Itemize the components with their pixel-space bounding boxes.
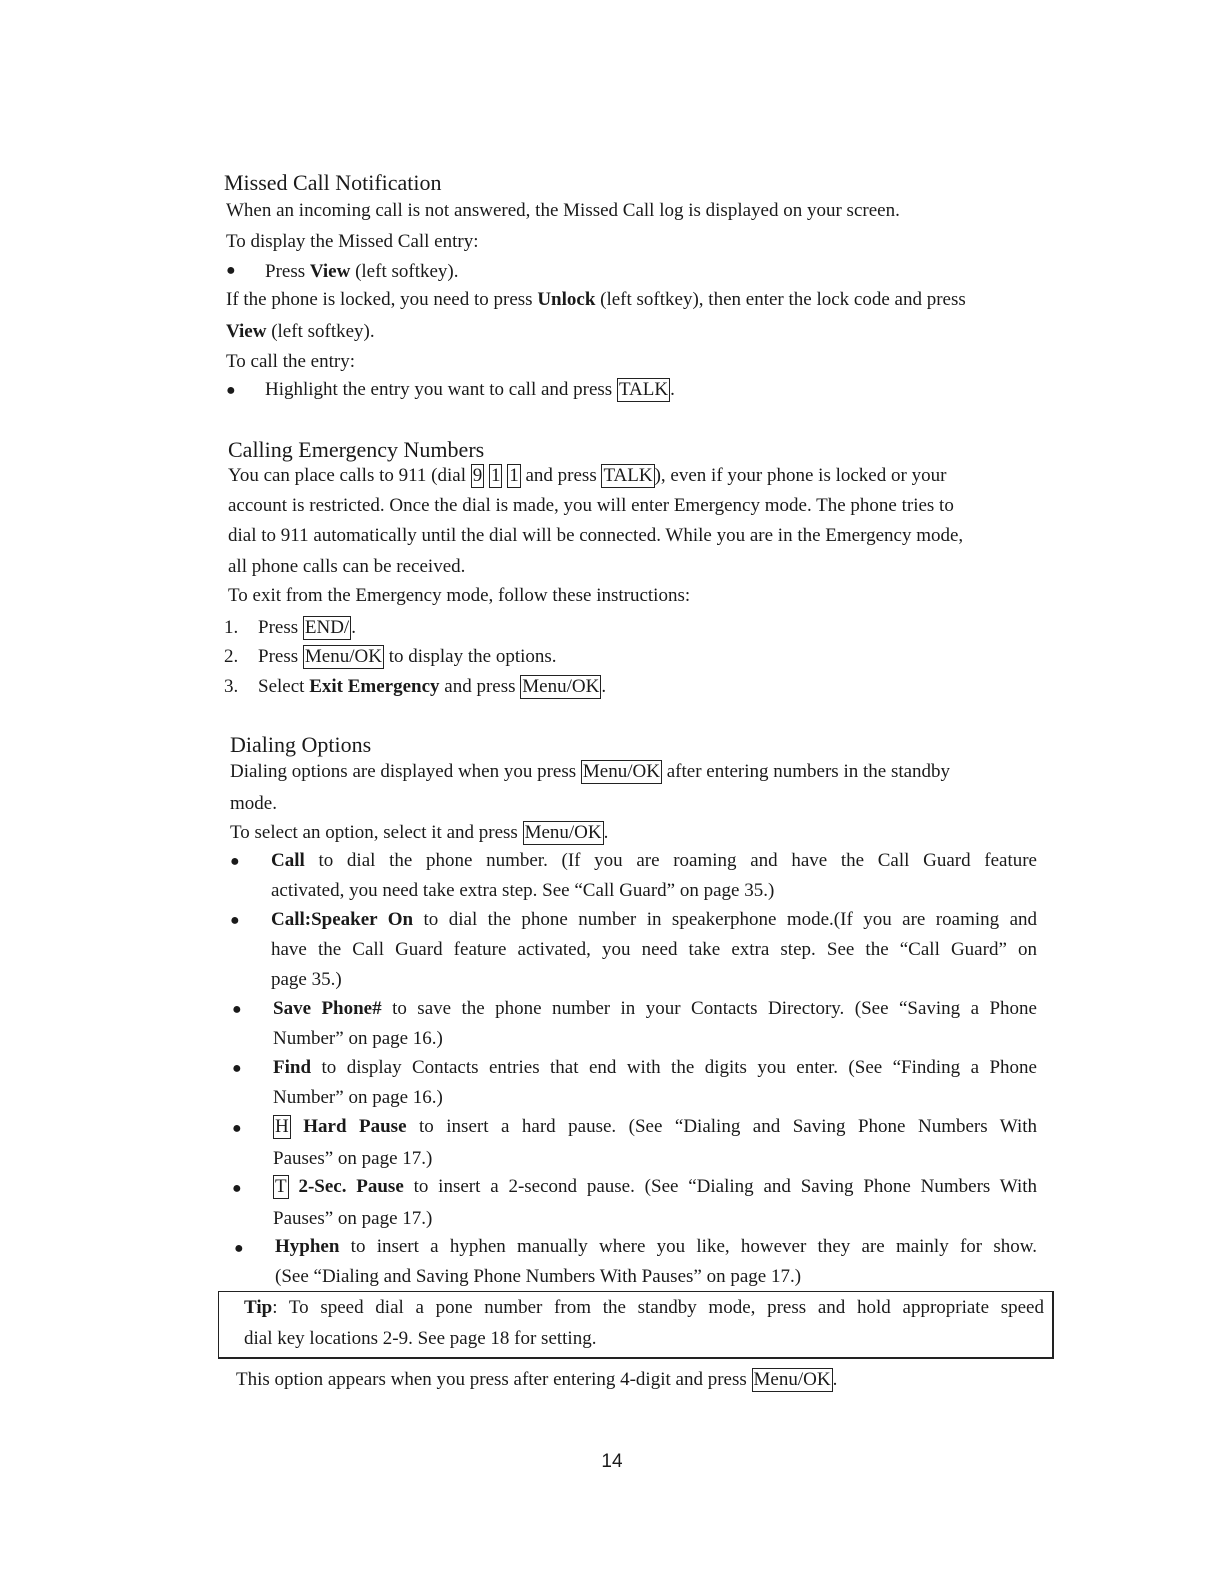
bullet-icon: ● [232,1180,242,1197]
bullet-icon: ● [226,382,236,399]
missed-paragraph-3: If the phone is locked, you need to press Unlock (left softkey), then enter the lock code and press [226,289,966,310]
bullet-icon: ● [232,1001,242,1018]
menu-ok-key-icon: Menu/OK [524,822,602,843]
option-call-line-1: Call to dial the phone number. (If you are roaming and have the Call Guard feature [271,850,1037,871]
option-2sec-pause-line-1: T 2-Sec. Pause to insert a 2-second pause. (See “Dialing and Saving Phone Numbers With [275,1176,1038,1197]
option-hard-pause-line-2: Pauses” on page 17.) [273,1148,433,1169]
emergency-line-4: all phone calls can be received. [228,556,466,577]
option-save-line-2: Number” on page 16.) [273,1028,443,1049]
section-heading-missed-call: Missed Call Notification [224,170,442,195]
talk-key-icon: TALK [603,465,653,486]
step-number: 1. [224,617,239,638]
tip-line-1: Tip: To speed dial a pone number from the standby mode, press and hold appropriate speed [244,1297,1044,1318]
key-1-icon: 1 [509,465,519,486]
t-key-icon: T [275,1176,287,1197]
option-speaker-line-3: page 35.) [271,969,342,990]
option-find-line-1: Find to display Contacts entries that end with the digits you enter. (See “Finding a Phone [273,1057,1037,1078]
emergency-step-2: Press Menu/OK to display the options. [258,646,557,667]
bullet-icon: ● [230,853,240,870]
tip-line-2: dial key locations 2-9. See page 18 for setting. [244,1328,597,1349]
section-heading-dialing-options: Dialing Options [230,732,372,757]
option-save-line-1: Save Phone# to save the phone number in your Contacts Directory. (See “Saving a Phone [273,998,1037,1019]
bullet-icon: ● [230,912,240,929]
option-2sec-pause-line-2: Pauses” on page 17.) [273,1208,433,1229]
missed-bullet-1: Press View (left softkey). [265,261,459,282]
option-hard-pause-line-1: H Hard Pause to insert a hard pause. (See “Dialing and Saving Phone Numbers With [275,1116,1038,1137]
key-1-icon: 1 [490,465,501,486]
emergency-line-3: dial to 911 automatically until the dial will be connected. While you are in the Emergency mode, [228,525,964,546]
missed-paragraph-1: When an incoming call is not answered, the Missed Call log is displayed on your screen. [226,200,900,221]
emergency-step-3: Select Exit Emergency and press Menu/OK . [258,676,607,697]
bullet-icon: ● [232,1060,242,1077]
option-hyphen-line-1: Hyphen to insert a hyphen manually where you like, however they are mainly for show. [275,1236,1037,1257]
bullet-icon: ● [226,262,236,279]
dialing-line-1: Dialing options are displayed when you press Menu/OK after entering numbers in the standby [230,761,951,782]
missed-bullet-2: Highlight the entry you want to call and press TALK . [265,379,675,400]
step-number: 2. [224,646,239,667]
bullet-icon: ● [232,1120,242,1137]
missed-paragraph-4: View (left softkey). [226,321,375,342]
talk-key-icon: TALK [618,379,669,400]
emergency-line-2: account is restricted. Once the dial is made, you will enter Emergency mode. The phone tries to [228,495,954,516]
option-find-line-2: Number” on page 16.) [273,1087,443,1108]
missed-paragraph-2: To display the Missed Call entry: [226,231,479,252]
menu-ok-key-icon: Menu/OK [582,761,660,782]
emergency-line-5: To exit from the Emergency mode, follow these instructions: [228,585,691,606]
option-hyphen-line-2: (See “Dialing and Saving Phone Numbers With Pauses” on page 17.) [275,1266,802,1287]
emergency-step-1: Press END/ . [258,617,356,638]
footnote: This option appears when you press after entering 4-digit and press Menu/OK . [236,1369,838,1390]
h-key-icon: H [275,1116,289,1137]
menu-ok-key-icon: Menu/OK [753,1369,831,1390]
page-number: 14 [601,1451,623,1472]
option-call-line-2: activated, you need take extra step. See “Call Guard” on page 35.) [271,880,775,901]
menu-ok-key-icon: Menu/OK [522,676,600,697]
dialing-line-3: To select an option, select it and press Menu/OK . [230,822,609,843]
step-number: 3. [224,676,239,697]
dialing-line-2: mode. [230,793,277,814]
option-speaker-line-2: have the Call Guard feature activated, you need take extra step. See the “Call Guard” on [271,939,1037,960]
emergency-line-1: You can place calls to 911 (dial 9 1 1 and press TALK ), even if your phone is locked or your [228,465,947,486]
menu-ok-key-icon: Menu/OK [304,646,382,667]
section-heading-emergency: Calling Emergency Numbers [228,437,485,462]
end-key-icon: END/ [304,617,350,638]
missed-paragraph-5: To call the entry: [226,351,355,372]
key-9-icon: 9 [472,465,483,486]
bullet-icon: ● [234,1240,244,1257]
option-speaker-line-1: Call:Speaker On to dial the phone number in speakerphone mode.(If you are roaming and [271,909,1038,930]
